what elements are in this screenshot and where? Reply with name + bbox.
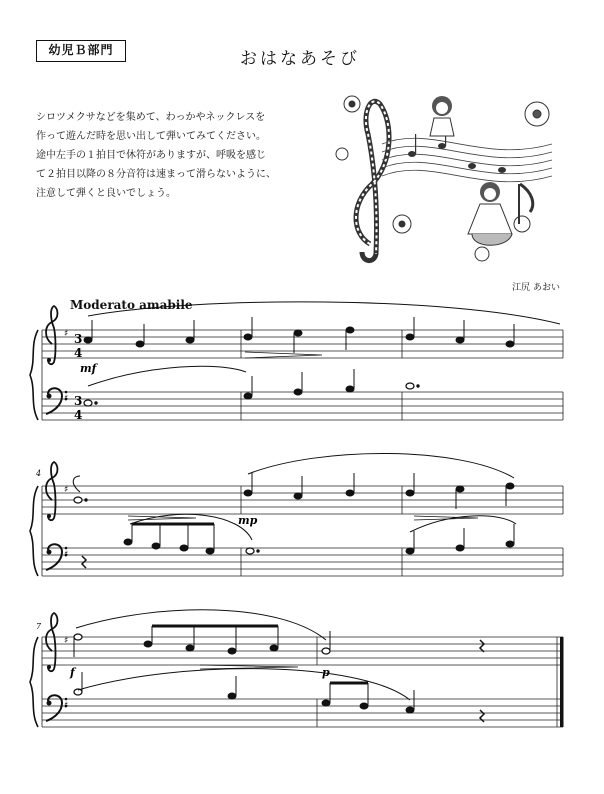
category-label: 幼児Ｂ部門 (36, 40, 126, 62)
description-line: 作って遊んだ時を思い出して弾いてみてください。 (36, 131, 266, 142)
description-line: 途中左手の１拍目で休符がありますが、呼吸を感じ (36, 150, 266, 161)
composer: 江尻 あおい (512, 283, 560, 293)
svg-text:4: 4 (74, 346, 83, 360)
svg-text:♯: ♯ (64, 394, 69, 404)
system-3 (30, 610, 564, 727)
piece-title: おはなあそび (240, 49, 360, 69)
svg-text:♯: ♯ (64, 550, 69, 560)
dynamic-mark: f (70, 666, 75, 679)
measure-number: 7 (36, 622, 42, 631)
dynamic-mark: p (322, 666, 330, 679)
description-line: て２拍目以降の８分音符は速まって滑らないように、 (36, 169, 276, 180)
svg-text:4: 4 (74, 408, 83, 422)
dynamic-mark: mf (80, 362, 97, 375)
svg-text:3: 3 (74, 394, 83, 408)
measure-number: 4 (36, 469, 42, 478)
svg-text:♯: ♯ (64, 485, 69, 495)
description-line: シロツメクサなどを集めて、わっかやネックレスを (36, 112, 266, 123)
svg-text:♯: ♯ (64, 329, 69, 339)
system-2 (30, 453, 563, 576)
description-line: 注意して弾くと良いでしょう。 (36, 188, 176, 199)
svg-text:3: 3 (74, 332, 83, 346)
dynamic-mark: mp (238, 514, 258, 527)
svg-text:♯: ♯ (64, 701, 69, 711)
tempo-marking: Moderato amabile (70, 298, 193, 312)
system-1 (30, 302, 563, 422)
svg-text:♯: ♯ (64, 636, 69, 646)
